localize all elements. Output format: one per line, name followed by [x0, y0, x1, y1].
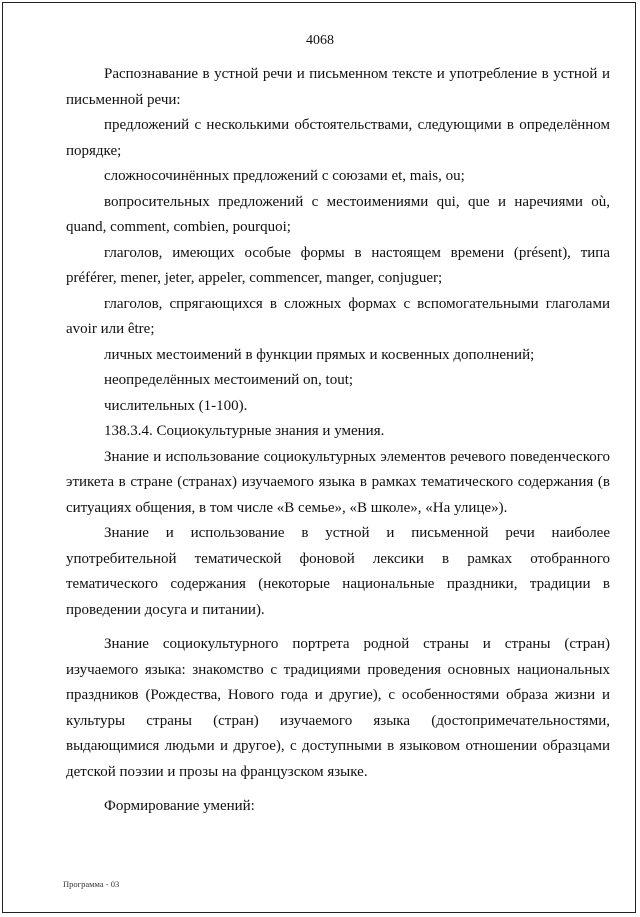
paragraph: глаголов, имеющих особые формы в настоящем времени (présent), типа préférer, mener, jeter, appeler, commencer, manger, conjuguer;	[66, 244, 610, 286]
paragraph: Распознавание в устной речи и письменном тексте и употребление в устной и письменной речи:	[66, 66, 610, 108]
paragraph: предложений с несколькими обстоятельствами, следующими в определённом порядке;	[66, 117, 610, 159]
paragraph: числительных (1-100).	[104, 397, 248, 414]
paragraph: личных местоимений в функции прямых и косвенных дополнений;	[104, 346, 535, 363]
document-body	[66, 62, 610, 820]
paragraph: Знание и использование в устной и письменной речи наиболее употребительной тематической фоновой лексики в рамках отобранного тематического содержания (некоторые национальные праздники, традиции в проведении досуга и питании).	[66, 525, 610, 618]
footer-label: Программа - 03	[63, 879, 120, 889]
page-number: 4068	[306, 33, 334, 48]
paragraph: Формирование умений:	[104, 798, 255, 814]
section-heading: 138.3.4. Социокультурные знания и умения.	[104, 423, 385, 439]
paragraph: сложносочинённых предложений с союзами et, mais, ou;	[104, 168, 465, 184]
paragraph: вопросительных предложений с местоимениями qui, que и наречиями où, quand, comment, combien, pourquoi;	[66, 193, 610, 235]
paragraph: глаголов, спрягающихся в сложных формах с вспомогательными глаголами avoir или être;	[66, 295, 610, 337]
paragraph: Знание социокультурного портрета родной страны и страны (стран) изучаемого языка: знакомство с традициями проведения основных национальных праздников (Рождества, Нового года и другие), с особенностями образа жизни и культуры страны (стран) изучаемого языка (достопримечательностями, выдающимися людьми и другое), с доступными в языковом отношении образцами детской поэзии и прозы на французском языке.	[66, 636, 610, 780]
paragraph: Знание и использование социокультурных элементов речевого поведенческого этикета в стране (странах) изучаемого языка в рамках тематического содержания (в ситуациях общения, в том числе «В семье», «В школе», «На улице»).	[66, 448, 610, 516]
paragraph: неопределённых местоимений on, tout;	[104, 372, 354, 388]
